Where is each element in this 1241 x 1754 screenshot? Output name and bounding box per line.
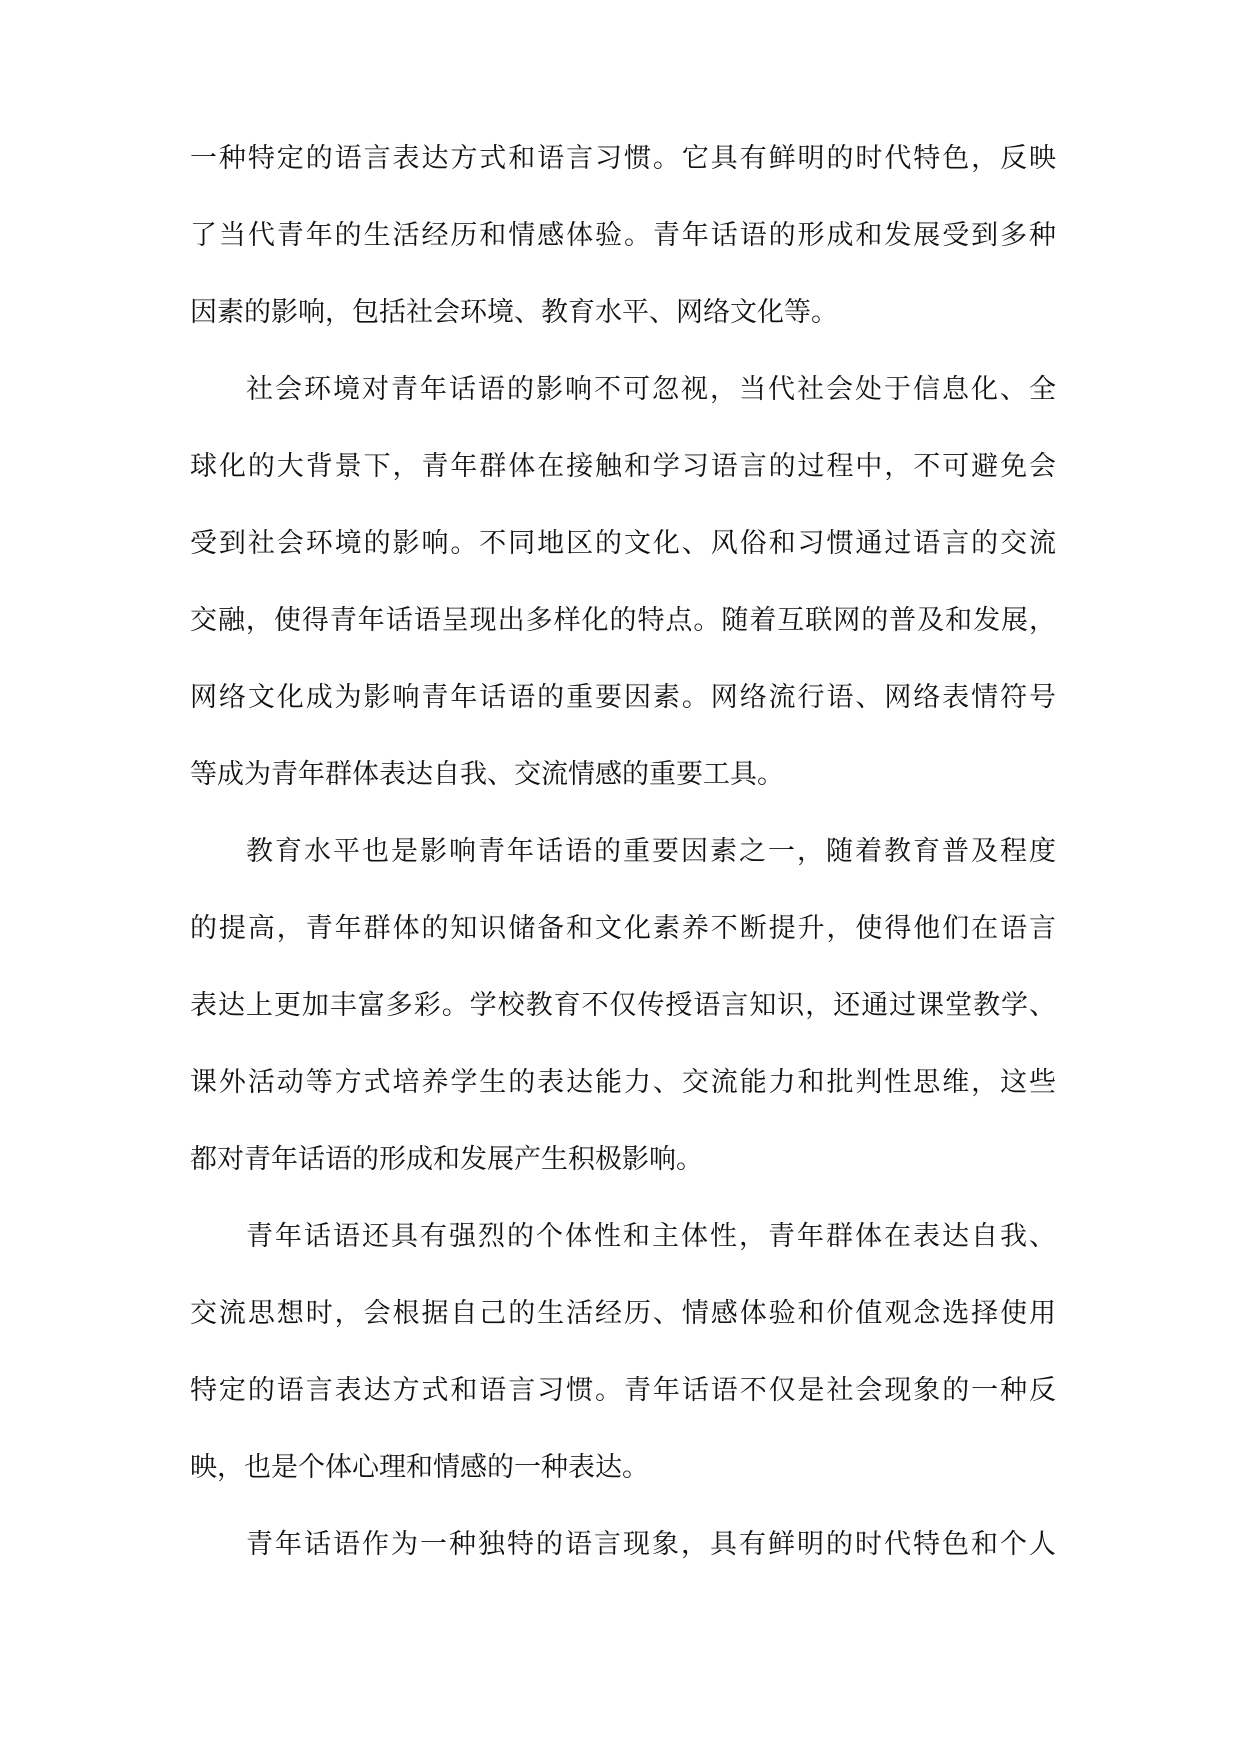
paragraph-4-line-3: 特定的语言表达方式和语言习惯。青年话语不仅是社会现象的一种反	[190, 1375, 1056, 1406]
paragraph-3-line-3: 表达上更加丰富多彩。学校教育不仅传授语言知识，还通过课堂教学、	[190, 990, 1056, 1021]
paragraph-2-line-1: 社会环境对青年话语的影响不可忽视，当代社会处于信息化、全	[246, 374, 1056, 405]
paragraph-3-line-2: 的提高，青年群体的知识储备和文化素养不断提升，使得他们在语言	[190, 913, 1056, 944]
paragraph-2-line-4: 交融，使得青年话语呈现出多样化的特点。随着互联网的普及和发展，	[190, 605, 1056, 636]
paragraph-1-line-2: 了当代青年的生活经历和情感体验。青年话语的形成和发展受到多种	[190, 220, 1056, 251]
paragraph-4-line-1: 青年话语还具有强烈的个体性和主体性，青年群体在表达自我、	[246, 1221, 1056, 1252]
document-body	[190, 143, 1056, 1560]
paragraph-3-line-1: 教育水平也是影响青年话语的重要因素之一，随着教育普及程度	[246, 836, 1056, 867]
paragraph-2-line-2: 球化的大背景下，青年群体在接触和学习语言的过程中，不可避免会	[190, 451, 1056, 482]
paragraph-5-line-1: 青年话语作为一种独特的语言现象，具有鲜明的时代特色和个人	[246, 1529, 1056, 1560]
paragraph-3-line-5: 都对青年话语的形成和发展产生积极影响。	[190, 1144, 703, 1175]
paragraph-4-line-4: 映，也是个体心理和情感的一种表达。	[190, 1452, 649, 1483]
paragraph-1-line-1: 一种特定的语言表达方式和语言习惯。它具有鲜明的时代特色，反映	[190, 143, 1056, 174]
paragraph-1-line-3: 因素的影响，包括社会环境、教育水平、网络文化等。	[190, 297, 838, 328]
paragraph-2-line-5: 网络文化成为影响青年话语的重要因素。网络流行语、网络表情符号	[190, 682, 1056, 713]
paragraph-4-line-2: 交流思想时，会根据自己的生活经历、情感体验和价值观念选择使用	[190, 1298, 1056, 1329]
paragraph-2-line-3: 受到社会环境的影响。不同地区的文化、风俗和习惯通过语言的交流	[190, 528, 1056, 559]
paragraph-2-line-6: 等成为青年群体表达自我、交流情感的重要工具。	[190, 759, 784, 790]
paragraph-3-line-4: 课外活动等方式培养学生的表达能力、交流能力和批判性思维，这些	[190, 1067, 1056, 1098]
